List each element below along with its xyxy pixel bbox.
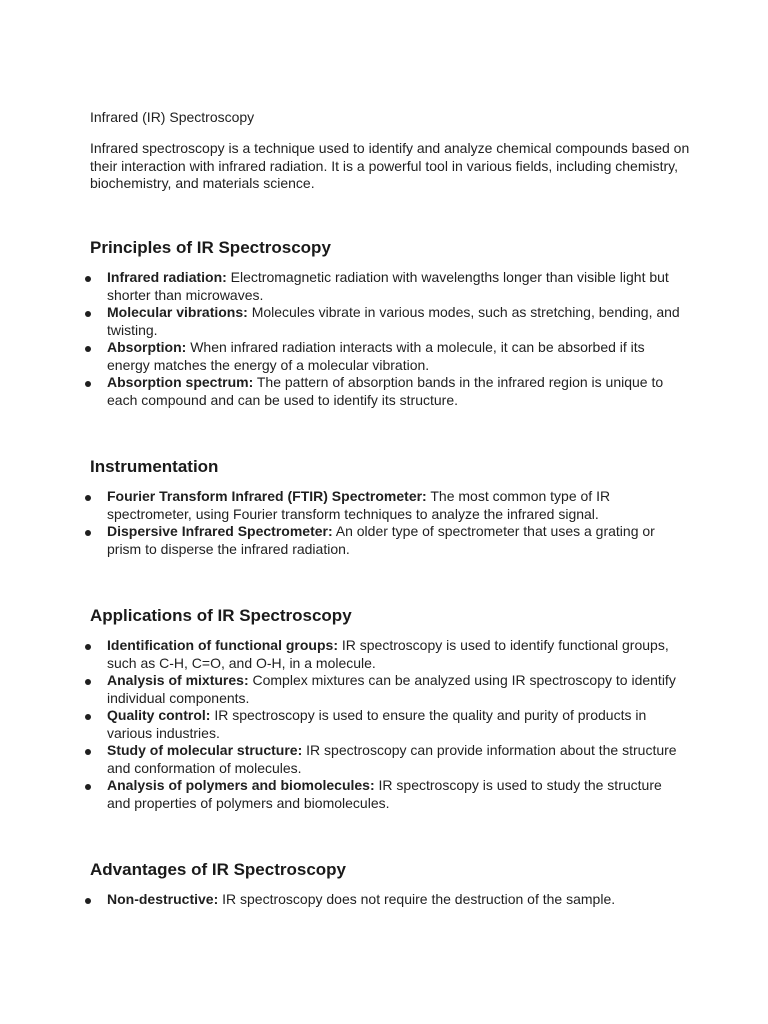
list-item [90, 637, 680, 672]
bullet-icon [85, 346, 91, 352]
list-item-term: Absorption spectrum: [107, 374, 254, 390]
list-item-term: Fourier Transform Infrared (FTIR) Spectrometer: [107, 488, 427, 504]
list-item [90, 269, 680, 304]
applications-list [90, 637, 680, 812]
bullet-icon [85, 381, 91, 387]
bullet-icon [85, 749, 91, 755]
advantages-list [90, 891, 680, 909]
list-item-text: Molecules vibrate in various modes, such as stretching, bending, and twisting. [107, 304, 680, 338]
list-item-term: Infrared radiation: [107, 269, 227, 285]
section-advantages [90, 859, 680, 909]
list-item-term: Non-destructive: [107, 891, 219, 907]
list-item-text: The most common type of IR spectrometer, using Fourier transform techniques to analyze the infrared signal. [107, 488, 611, 522]
list-item-text: When infrared radiation interacts with a molecule, it can be absorbed if its energy matches the energy of a molecular vibration. [107, 339, 645, 373]
list-item [90, 304, 680, 339]
list-item-term: Molecular vibrations: [107, 304, 248, 320]
list-item-text: Electromagnetic radiation with wavelengths longer than visible light but shorter than microwaves. [107, 269, 669, 303]
section-principles [90, 237, 680, 409]
list-item-text: IR spectroscopy is used to study the structure and properties of polymers and biomolecules. [107, 777, 662, 811]
section-heading-advantages: Advantages of IR Spectroscopy [90, 860, 347, 879]
list-item-text: IR spectroscopy does not require the destruction of the sample. [218, 891, 616, 907]
list-item-term: Identification of functional groups: [107, 637, 338, 653]
list-item [90, 523, 680, 558]
list-item [90, 707, 680, 742]
section-instrumentation [90, 456, 680, 558]
list-item-text: Complex mixtures can be analyzed using IR spectroscopy to identify individual components. [107, 672, 676, 706]
list-item [90, 891, 680, 909]
list-item [90, 339, 680, 374]
list-item-term: Analysis of mixtures: [107, 672, 249, 688]
list-item-term: Dispersive Infrared Spectrometer: [107, 523, 333, 539]
bullet-icon [85, 530, 91, 536]
list-item [90, 488, 680, 523]
bullet-icon [85, 714, 91, 720]
principles-list [90, 269, 680, 409]
bullet-icon [85, 276, 91, 282]
bullet-icon [85, 679, 91, 685]
list-item [90, 672, 680, 707]
list-item [90, 742, 680, 777]
bullet-icon [85, 644, 91, 650]
list-item-text: IR spectroscopy is used to ensure the quality and purity of products in various industries. [107, 707, 647, 741]
instrumentation-list [90, 488, 680, 558]
intro-paragraph: Infrared spectroscopy is a technique used to identify and analyze chemical compounds based on their interaction with infrared radiation. It is a powerful tool in various fields, including chemistry, biochemistry, and materials science. [90, 140, 690, 191]
list-item-term: Quality control: [107, 707, 211, 723]
bullet-icon [85, 311, 91, 317]
document-body [90, 108, 690, 907]
bullet-icon [85, 784, 91, 790]
list-item-text: IR spectroscopy is used to identify functional groups, such as C-H, C=O, and O-H, in a molecule. [107, 637, 669, 671]
list-item-term: Study of molecular structure: [107, 742, 303, 758]
section-heading-principles: Principles of IR Spectroscopy [90, 238, 331, 257]
list-item-text: IR spectroscopy can provide information about the structure and conformation of molecules. [107, 742, 677, 776]
section-heading-instrumentation: Instrumentation [90, 457, 219, 476]
document-title: Infrared (IR) Spectroscopy [90, 109, 255, 125]
bullet-icon [85, 898, 91, 904]
section-applications [90, 605, 680, 812]
list-item [90, 777, 680, 812]
section-heading-applications: Applications of IR Spectroscopy [90, 606, 352, 625]
list-item-text: The pattern of absorption bands in the infrared region is unique to each compound and can be used to identify its structure. [107, 374, 664, 408]
list-item [90, 374, 680, 409]
list-item-text: An older type of spectrometer that uses a grating or prism to disperse the infrared radiation. [107, 523, 655, 557]
list-item-term: Analysis of polymers and biomolecules: [107, 777, 375, 793]
list-item-term: Absorption: [107, 339, 187, 355]
bullet-icon [85, 495, 91, 501]
